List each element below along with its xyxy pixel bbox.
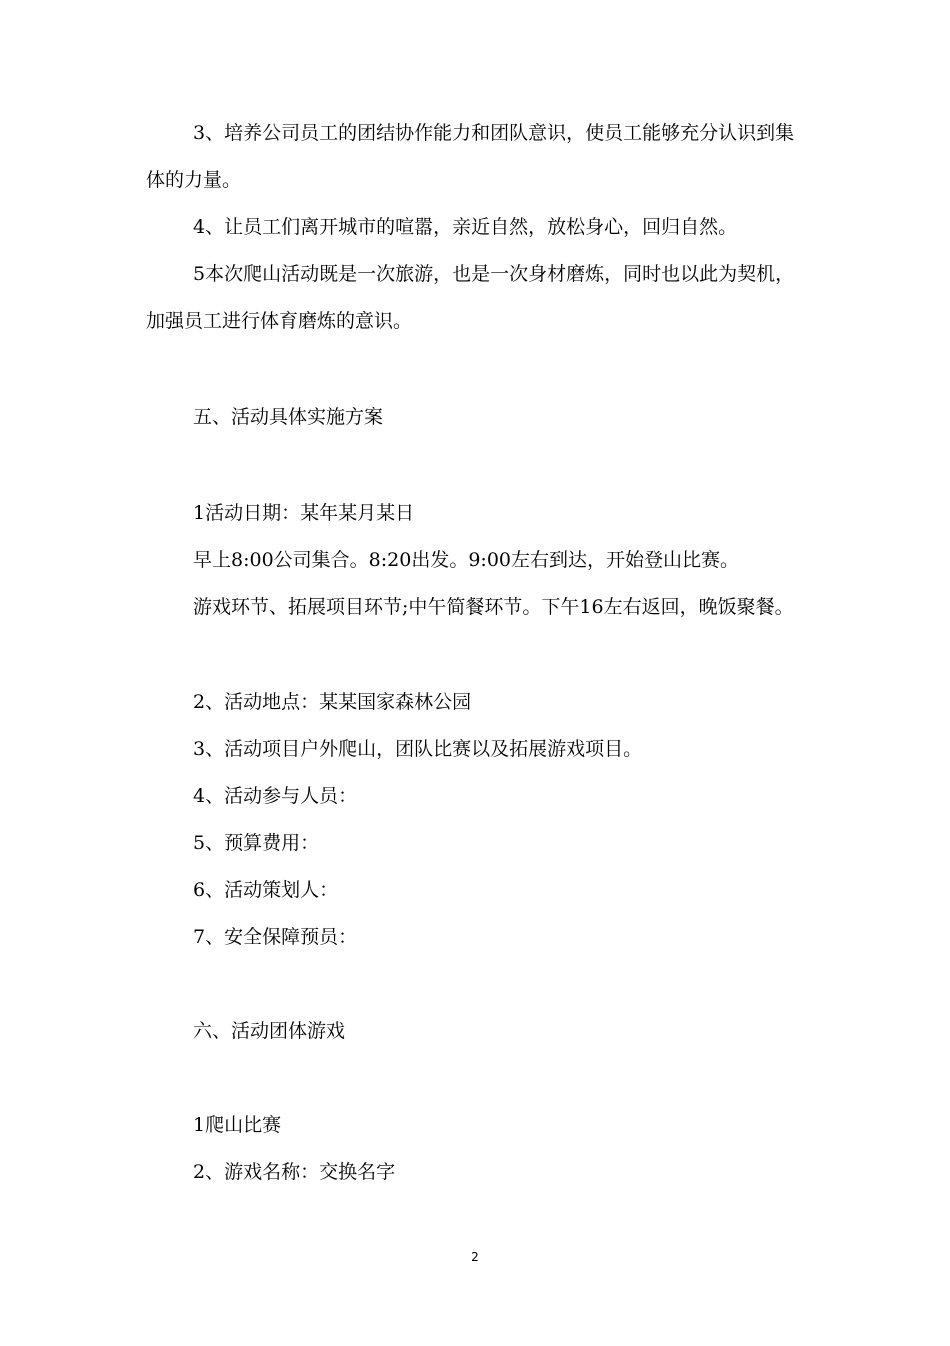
paragraph-goal-3-line-1: 3、培养公司员工的团结协作能力和团队意识，使员工能够充分认识到集 bbox=[193, 122, 795, 144]
item-activity-date: 1活动日期：某年某月某日 bbox=[193, 502, 415, 524]
game-item-1: 1爬山比赛 bbox=[193, 1114, 282, 1136]
item-activity-location: 2、活动地点：某某国家森林公园 bbox=[193, 691, 472, 713]
section-heading-implementation: 五、活动具体实施方案 bbox=[193, 406, 384, 428]
schedule-afternoon: 游戏环节、拓展项目环节;中午简餐环节。下午16左右返回，晚饭聚餐。 bbox=[193, 596, 794, 618]
paragraph-goal-5-line-1: 5本次爬山活动既是一次旅游，也是一次身材磨炼，同时也以此为契机， bbox=[193, 263, 795, 285]
schedule-morning: 早上8:00公司集合。8:20出发。9:00左右到达，开始登山比赛。 bbox=[193, 549, 740, 571]
item-activity-projects: 3、活动项目户外爬山，团队比赛以及拓展游戏项目。 bbox=[193, 738, 643, 760]
item-budget: 5、预算费用： bbox=[193, 832, 320, 854]
section-heading-group-games: 六、活动团体游戏 bbox=[193, 1020, 346, 1042]
item-safety: 7、安全保障预员： bbox=[193, 926, 358, 948]
paragraph-goal-4: 4、让员工们离开城市的喧嚣，亲近自然，放松身心，回归自然。 bbox=[193, 216, 738, 238]
item-planner: 6、活动策划人： bbox=[193, 879, 339, 901]
paragraph-goal-5-line-2: 加强员工进行体育磨炼的意识。 bbox=[146, 310, 413, 332]
game-item-2: 2、游戏名称：交换名字 bbox=[193, 1161, 396, 1183]
item-participants: 4、活动参与人员： bbox=[193, 785, 358, 807]
paragraph-goal-3-line-2: 体的力量。 bbox=[146, 169, 242, 191]
page-number: 2 bbox=[471, 1250, 479, 1264]
